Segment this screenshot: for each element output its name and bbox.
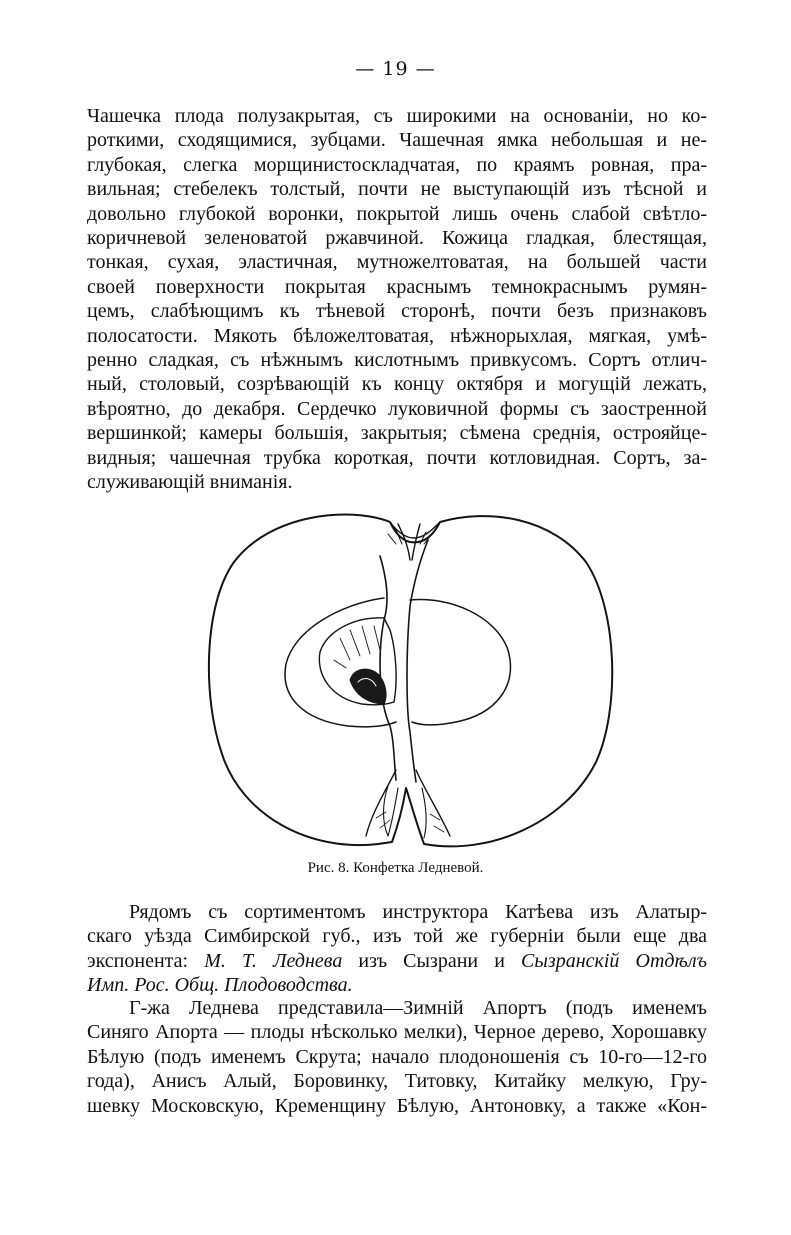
text-line: видныя; чашечная трубка короткая, почти котловидная. Сортъ, за- [87, 446, 707, 469]
apple-cross-section-illustration [200, 500, 620, 870]
text-line: вильная; стебелекъ толстый, почти не выступающій изъ тѣсной и [87, 178, 707, 201]
paragraph-description [87, 104, 707, 495]
page-number: — 19 — [355, 58, 436, 80]
paragraph-varieties [87, 996, 707, 1118]
text-line: роткими, сходящимися, зубцами. Чашечная ямка небольшая и не- [87, 129, 707, 152]
text-line: своей поверхности покрытая краснымъ темнокраснымъ румян- [87, 275, 707, 298]
text-line: ренно сладкая, съ нѣжнымъ кислотнымъ привкусомъ. Сортъ отлич- [87, 349, 707, 372]
paragraph-exhibitors [87, 900, 707, 998]
text-line: скаго уѣзда Симбирской губ., изъ той же губерніи были еще два [87, 925, 707, 948]
text-line: вѣроятно, до декабря. Сердечко луковичной формы съ заостренной [87, 397, 707, 420]
text-line [87, 949, 707, 973]
text-segment: изъ Сызрани и [342, 949, 522, 972]
text-line: Бѣлую (подъ именемъ Скрута; начало плодоношенія съ 10-го—12-го [87, 1045, 707, 1068]
exhibitor-name: М. Т. Леднева [204, 949, 343, 972]
core-axis-left [380, 556, 396, 780]
text-line: Г-жа Леднева представила—Зимній Апортъ (подъ именемъ [129, 997, 707, 1019]
text-line: глубокая, слегка морщинистоскладчатая, по краямъ ровная, пра- [87, 153, 707, 176]
text-line: вершинкой; камеры большія, закрытыя; сѣмена среднія, острояйце- [87, 422, 707, 445]
text-segment: экспонента: [87, 949, 205, 972]
apple-outline [209, 515, 612, 847]
text-line: цемъ, слабѣющимъ къ тѣневой сторонѣ, почти безъ признаковъ [87, 300, 707, 323]
text-line: коричневой зеленоватой ржавчиной. Кожица гладкая, блестящая, [87, 227, 707, 250]
calyx-hatching [376, 812, 444, 832]
text-line: года), Анисъ Алый, Боровинку, Титовку, Китайку мелкую, Гру- [87, 1070, 707, 1093]
chamber-striations [334, 626, 380, 668]
text-line: ный, столовый, созрѣвающій къ концу октября и могущій лежать, [87, 373, 707, 396]
text-line: Синяго Апорта — плоды нѣсколько мелки), Черное дерево, Хорошавку [87, 1021, 707, 1044]
text-line: Чашечка плода полузакрытая, съ широкими на основаніи, но ко- [87, 105, 707, 127]
text-line: полосатости. Мякоть бѣложелтоватая, нѣжнорыхлая, мягкая, умѣ- [87, 324, 707, 347]
figure-caption: Рис. 8. Конфетка Ледневой. [307, 860, 484, 876]
text-line: Имп. Рос. Общ. Плодоводства. [87, 974, 353, 997]
exhibitor-organization: Сызранскій Отдѣлъ [521, 949, 707, 972]
text-line: шевку Московскую, Кременщину Бѣлую, Антоновку, а также «Кон- [87, 1094, 707, 1117]
text-line: служивающій вниманія. [87, 471, 293, 494]
text-line: Рядомъ съ сортиментомъ инструктора Катѣева изъ Алатыр- [129, 901, 707, 923]
text-line: тонкая, сухая, эластичная, мутножелтоватая, на большей части [87, 251, 707, 274]
calyx-tube [366, 770, 450, 836]
core-axis-right [407, 540, 428, 782]
text-line: довольно глубокой воронки, покрытой лишь очень слабой свѣтло- [87, 202, 707, 225]
